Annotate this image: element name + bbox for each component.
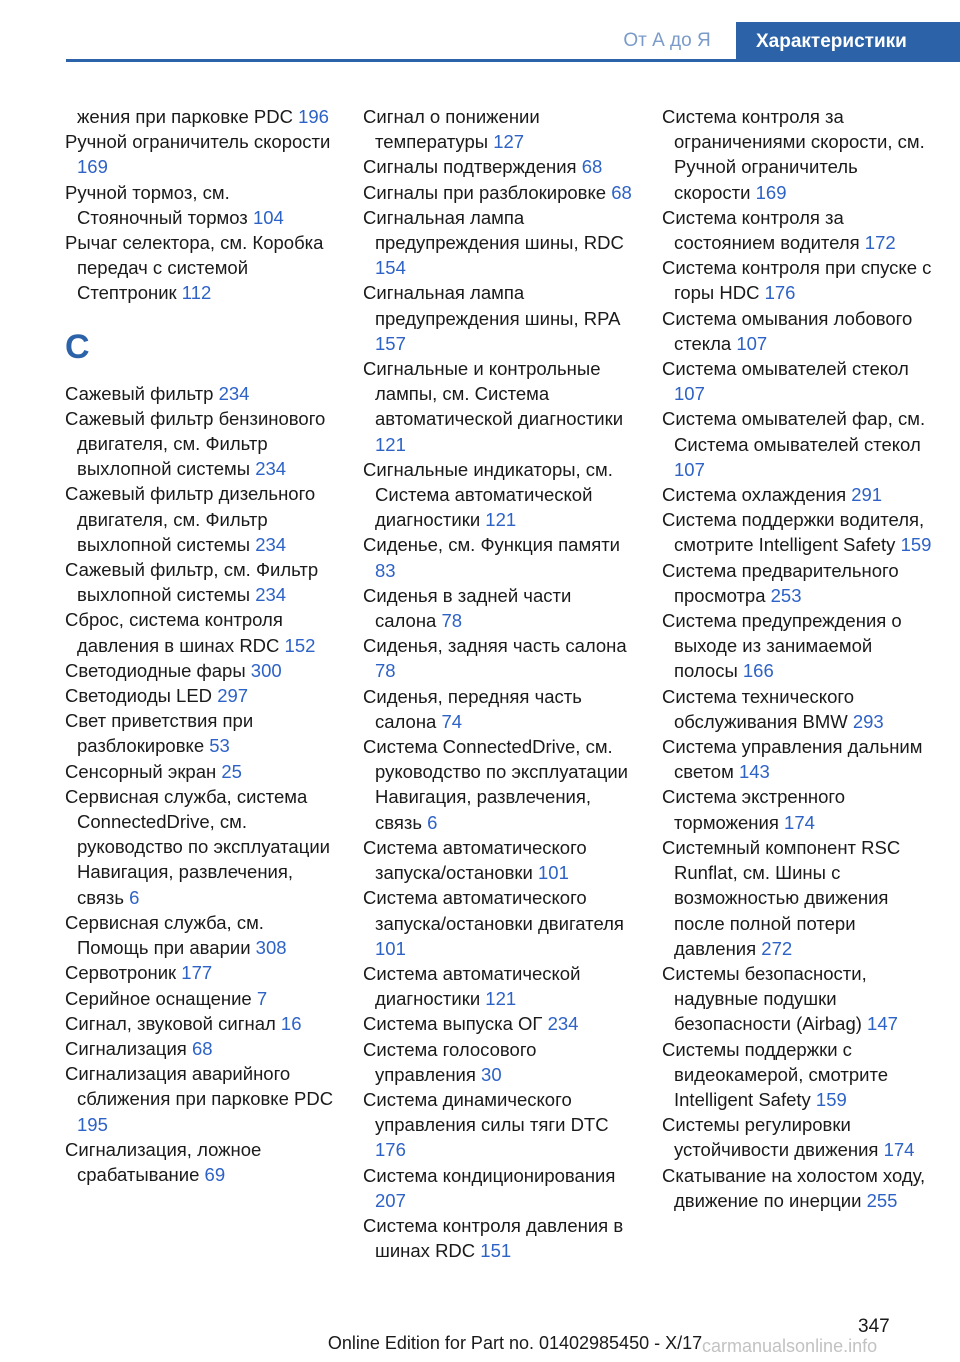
index-page-link[interactable]: 291 (851, 484, 883, 506)
index-page-link[interactable]: 166 (742, 660, 774, 682)
page-number: 347 (858, 1316, 890, 1337)
index-entry (363, 684, 635, 734)
index-entry-text: Система контроля за ограничениями скорости, см. Ручной ограничитель скорости (662, 106, 925, 203)
index-entry (363, 1011, 635, 1036)
index-entry (662, 356, 934, 406)
index-entry-text: Сигнал, звуковой сигнал (65, 1012, 276, 1034)
index-entry-text: Серийное оснащение (65, 987, 252, 1009)
index-entry (363, 961, 635, 1011)
index-page-link[interactable]: 176 (375, 1139, 406, 1161)
index-page-link[interactable]: 68 (611, 181, 632, 203)
index-entry-text: Сигнальные индикаторы, см. Система автоматической диагностики (363, 458, 613, 531)
header-chapter-tab[interactable]: Характеристики (736, 22, 960, 62)
index-entry-text: Сброс, система контроля давления в шинах RDC (65, 609, 283, 656)
index-page-link[interactable]: 195 (77, 1113, 108, 1135)
edition-footer: Online Edition for Part no. 01402985450 - X/17 (327, 1333, 703, 1353)
index-page-link[interactable]: 143 (738, 761, 770, 783)
index-entry-text: Система ConnectedDrive, см. руководство по эксплуатации Навигация, развлечения, связь (363, 736, 628, 833)
index-entry (363, 1037, 635, 1087)
index-page-link[interactable]: 234 (255, 458, 287, 480)
index-page-link[interactable]: 272 (761, 937, 793, 959)
index-entry (662, 608, 934, 684)
index-entry-text: Сигналы подтверждения (363, 156, 577, 178)
index-entry (662, 734, 934, 784)
index-entry (662, 255, 934, 305)
index-entry (363, 205, 635, 281)
index-column-3 (662, 104, 934, 1213)
index-entry (65, 1011, 337, 1036)
index-entry (363, 532, 635, 582)
index-entry (65, 607, 337, 657)
watermark: carmanualsonline.info (702, 1336, 878, 1356)
index-entry-text: Сиденья в задней части салона (363, 584, 572, 632)
index-page-link[interactable]: 255 (866, 1189, 898, 1211)
header-section-tab[interactable]: От А до Я (623, 30, 711, 51)
index-page-link[interactable]: 159 (900, 534, 932, 556)
index-column-1 (65, 104, 337, 1187)
index-entry-text: Сигналы при разблокировке (363, 181, 607, 203)
index-entry-text: Система голосового управления (363, 1038, 537, 1085)
index-entry-text: Система экстренного торможения (662, 786, 846, 833)
index-page-link[interactable]: 6 (129, 886, 140, 908)
index-entry (363, 356, 635, 457)
index-page-link[interactable]: 169 (77, 156, 108, 178)
index-page-link[interactable]: 30 (481, 1063, 502, 1085)
index-entry (363, 280, 635, 356)
index-entry-text: Ручной тормоз, см. Стояночный тормоз (65, 181, 248, 228)
index-page-link[interactable]: 300 (250, 659, 282, 681)
index-entry (65, 910, 337, 960)
index-entry (662, 961, 934, 1037)
index-entry (363, 104, 635, 154)
index-entry (662, 104, 934, 205)
index-page-link[interactable]: 297 (217, 685, 249, 707)
index-entry-text: Ручной ограничитель скорости (65, 131, 331, 153)
index-entry-text: Сиденье, см. Функция памяти (363, 534, 621, 556)
index-entry-text: Система предварительного просмотра (662, 559, 899, 606)
index-entry (662, 558, 934, 608)
index-page-link[interactable]: 101 (538, 862, 569, 884)
index-page-link[interactable]: 157 (375, 332, 406, 354)
index-entry (662, 507, 934, 557)
index-entry-text: Система динамического управления силы тяги DTC (363, 1088, 609, 1136)
index-page-link[interactable]: 154 (375, 257, 406, 279)
index-entry (65, 406, 337, 482)
index-entry-text: Система управления дальним светом (662, 736, 923, 783)
index-entry-text: Свет приветствия при разблокировке (65, 710, 254, 757)
index-page-link[interactable]: 234 (255, 584, 287, 606)
index-entry (65, 1036, 337, 1061)
index-page-link[interactable]: 121 (485, 988, 517, 1010)
index-entry-text: Сажевый фильтр бензинового двигателя, см. Фильтр выхлопной системы (65, 407, 326, 480)
index-entry (662, 784, 934, 834)
index-page-link[interactable]: 234 (255, 533, 287, 555)
index-page-link[interactable]: 152 (284, 634, 316, 656)
index-entry-text: Система поддержки водителя, смотрите Intelligent Safety (662, 509, 925, 556)
index-page-link[interactable]: 253 (770, 584, 802, 606)
index-entry (363, 154, 635, 179)
index-entry-text: Система автоматического запуска/остановки (363, 836, 587, 884)
index-page-link[interactable]: 176 (764, 282, 796, 304)
index-entry-text: Сажевый фильтр, см. Фильтр выхлопной системы (65, 559, 319, 606)
index-page-link[interactable]: 151 (480, 1240, 512, 1262)
index-entry (65, 180, 337, 230)
index-entry (65, 129, 337, 179)
index-entry-text: Системный компонент RSC Runflat, см. Шины с возможностью движения после полной потери давления (662, 836, 901, 959)
index-entry (363, 1163, 635, 1213)
index-entry-text: Системы поддержки с видеокамерой, смотрите Intelligent Safety (662, 1038, 889, 1110)
index-entry-text: Сигнализация (65, 1037, 187, 1059)
index-page-link[interactable]: 147 (867, 1013, 898, 1035)
index-entry (363, 734, 635, 835)
index-page-link[interactable]: 207 (375, 1189, 406, 1211)
index-page-link[interactable]: 68 (191, 1037, 213, 1059)
index-entry-text: Система кондиционирования (363, 1164, 616, 1186)
index-entry (65, 986, 337, 1011)
index-entry-text: Сервисная служба, см. Помощь при аварии (65, 911, 264, 959)
index-entry (363, 583, 635, 633)
index-page-link[interactable]: 169 (755, 181, 787, 203)
index-entry-text: Светодиоды LED (65, 685, 213, 707)
index-entry-text: Система омывателей стекол (662, 358, 909, 380)
index-page-link[interactable]: 68 (581, 156, 603, 178)
index-entry (363, 1087, 635, 1163)
index-page-link[interactable]: 7 (256, 987, 268, 1009)
index-page-link[interactable]: 53 (209, 735, 230, 757)
index-entry-text: Система выпуска ОГ (363, 1013, 543, 1035)
index-page-link[interactable]: 104 (252, 206, 284, 228)
index-entry-text: Сиденья, задняя часть салона (363, 635, 627, 657)
index-entry-text: Сигнализация, ложное срабатывание (65, 1138, 262, 1185)
index-letter-heading: С (65, 327, 90, 366)
index-entry-text: Светодиодные фары (65, 659, 246, 681)
index-entry (363, 457, 635, 533)
index-column-2 (363, 104, 635, 1263)
index-entry-text: Сигнальная лампа предупреждения шины, RDC (363, 206, 624, 254)
index-entry (65, 683, 337, 708)
index-entry (65, 759, 337, 784)
index-entry-text: Сигнал о понижении температуры (363, 106, 540, 153)
index-page-link[interactable]: 107 (674, 458, 705, 480)
index-entry (65, 658, 337, 683)
index-entry-text: Системы безопасности, надувные подушки безопасности (Airbag) (662, 962, 867, 1035)
index-entry (65, 960, 337, 985)
index-entry (662, 205, 934, 255)
index-entry (662, 1037, 934, 1113)
index-entry (363, 885, 635, 961)
index-page-link[interactable]: 25 (221, 760, 242, 782)
index-page-link[interactable]: 177 (181, 962, 213, 984)
index-page-link[interactable]: 78 (441, 610, 463, 632)
index-entry (65, 708, 337, 758)
index-entry (65, 1061, 337, 1137)
index-entry-text: Система омывания лобового стекла (662, 307, 913, 354)
index-entry (662, 835, 934, 961)
index-entry-text: жения при парковке PDC (77, 106, 293, 127)
index-entry-text: Сигнальная лампа предупреждения шины, RPA (363, 282, 620, 329)
index-page-link[interactable]: 83 (375, 559, 396, 581)
index-entry-text: Система контроля за состоянием водителя (662, 206, 860, 254)
index-entry-text: Сервотроник (65, 962, 177, 984)
index-entry (363, 180, 635, 205)
index-entry (363, 633, 635, 683)
index-entry-text: Сажевый фильтр дизельного двигателя, см. Фильтр выхлопной системы (65, 483, 316, 555)
index-entry (363, 1213, 635, 1263)
index-page-link[interactable]: 69 (204, 1163, 226, 1185)
index-page-link[interactable]: 6 (427, 811, 438, 833)
index-entry (662, 684, 934, 734)
index-entry-text: Система технического обслуживания BMW (662, 685, 854, 732)
index-page-link[interactable]: 293 (852, 710, 884, 732)
index-page-link[interactable]: 234 (218, 382, 250, 404)
index-page-link[interactable]: 107 (736, 332, 768, 354)
index-entry-text: Сажевый фильтр (65, 382, 214, 404)
index-page-link[interactable]: 16 (280, 1012, 302, 1034)
index-entry-text: Скатывание на холостом ходу, движение по инерции (662, 1164, 926, 1211)
index-entry-text: Система контроля при спуске с горы HDC (662, 257, 932, 304)
index-entry-text: Сенсорный экран (65, 760, 217, 782)
index-entry (65, 381, 337, 406)
index-entry-text: Система предупреждения о выходе из занимаемой полосы (662, 610, 902, 682)
index-entry-text: Система охлаждения (662, 484, 847, 506)
index-entry-text: Сервисная служба, система ConnectedDrive, см. руководство по эксплуатации Навигация, развлечения, связь (65, 785, 330, 908)
index-page-link[interactable]: 196 (298, 106, 329, 127)
index-entry-text: Система контроля давления в шинах RDC (363, 1214, 624, 1262)
index-page-link[interactable]: 121 (485, 509, 517, 531)
index-entry (65, 481, 337, 557)
index-page-link[interactable]: 234 (547, 1013, 579, 1035)
index-entry-text: Сигнализация аварийного сближения при парковке PDC (65, 1063, 334, 1110)
index-entry-text: Системы регулировки устойчивости движения (662, 1114, 879, 1161)
index-entry-text: Система автоматического запуска/остановки двигателя (363, 887, 624, 934)
index-page-link[interactable]: 127 (493, 131, 525, 153)
index-entry (65, 230, 337, 306)
index-entry-text: Сигнальные и контрольные лампы, см. Система автоматической диагностики (363, 358, 624, 430)
index-entry-text: Сиденья, передняя часть салона (363, 685, 582, 732)
index-entry (363, 835, 635, 885)
index-page-link[interactable]: 159 (815, 1088, 847, 1110)
index-entry (662, 482, 934, 507)
index-entry (65, 784, 337, 910)
index-entry (65, 1137, 337, 1187)
index-page-link[interactable]: 308 (255, 937, 287, 959)
index-entry-text: Система автоматической диагностики (363, 962, 581, 1010)
index-page-link[interactable]: 174 (784, 811, 815, 833)
index-entry (662, 1163, 934, 1213)
index-page-link[interactable]: 121 (375, 433, 406, 455)
index-page-link[interactable]: 107 (674, 383, 705, 405)
index-entry (662, 1112, 934, 1162)
index-entry (662, 406, 934, 482)
index-entry-text: Рычаг селектора, см. Коробка передач с системой Стептроник (65, 232, 324, 304)
index-entry (662, 306, 934, 356)
index-page-link[interactable]: 74 (441, 710, 463, 732)
index-entry-text: Система омывателей фар, см. Система омывателей стекол (662, 408, 926, 455)
index-entry (65, 104, 337, 129)
index-page-link[interactable]: 101 (375, 937, 406, 959)
index-page-link[interactable]: 172 (864, 232, 896, 254)
index-page-link[interactable]: 112 (181, 282, 212, 304)
index-page-link[interactable]: 78 (375, 660, 396, 682)
index-page-link[interactable]: 174 (883, 1139, 915, 1161)
index-entry (65, 557, 337, 607)
